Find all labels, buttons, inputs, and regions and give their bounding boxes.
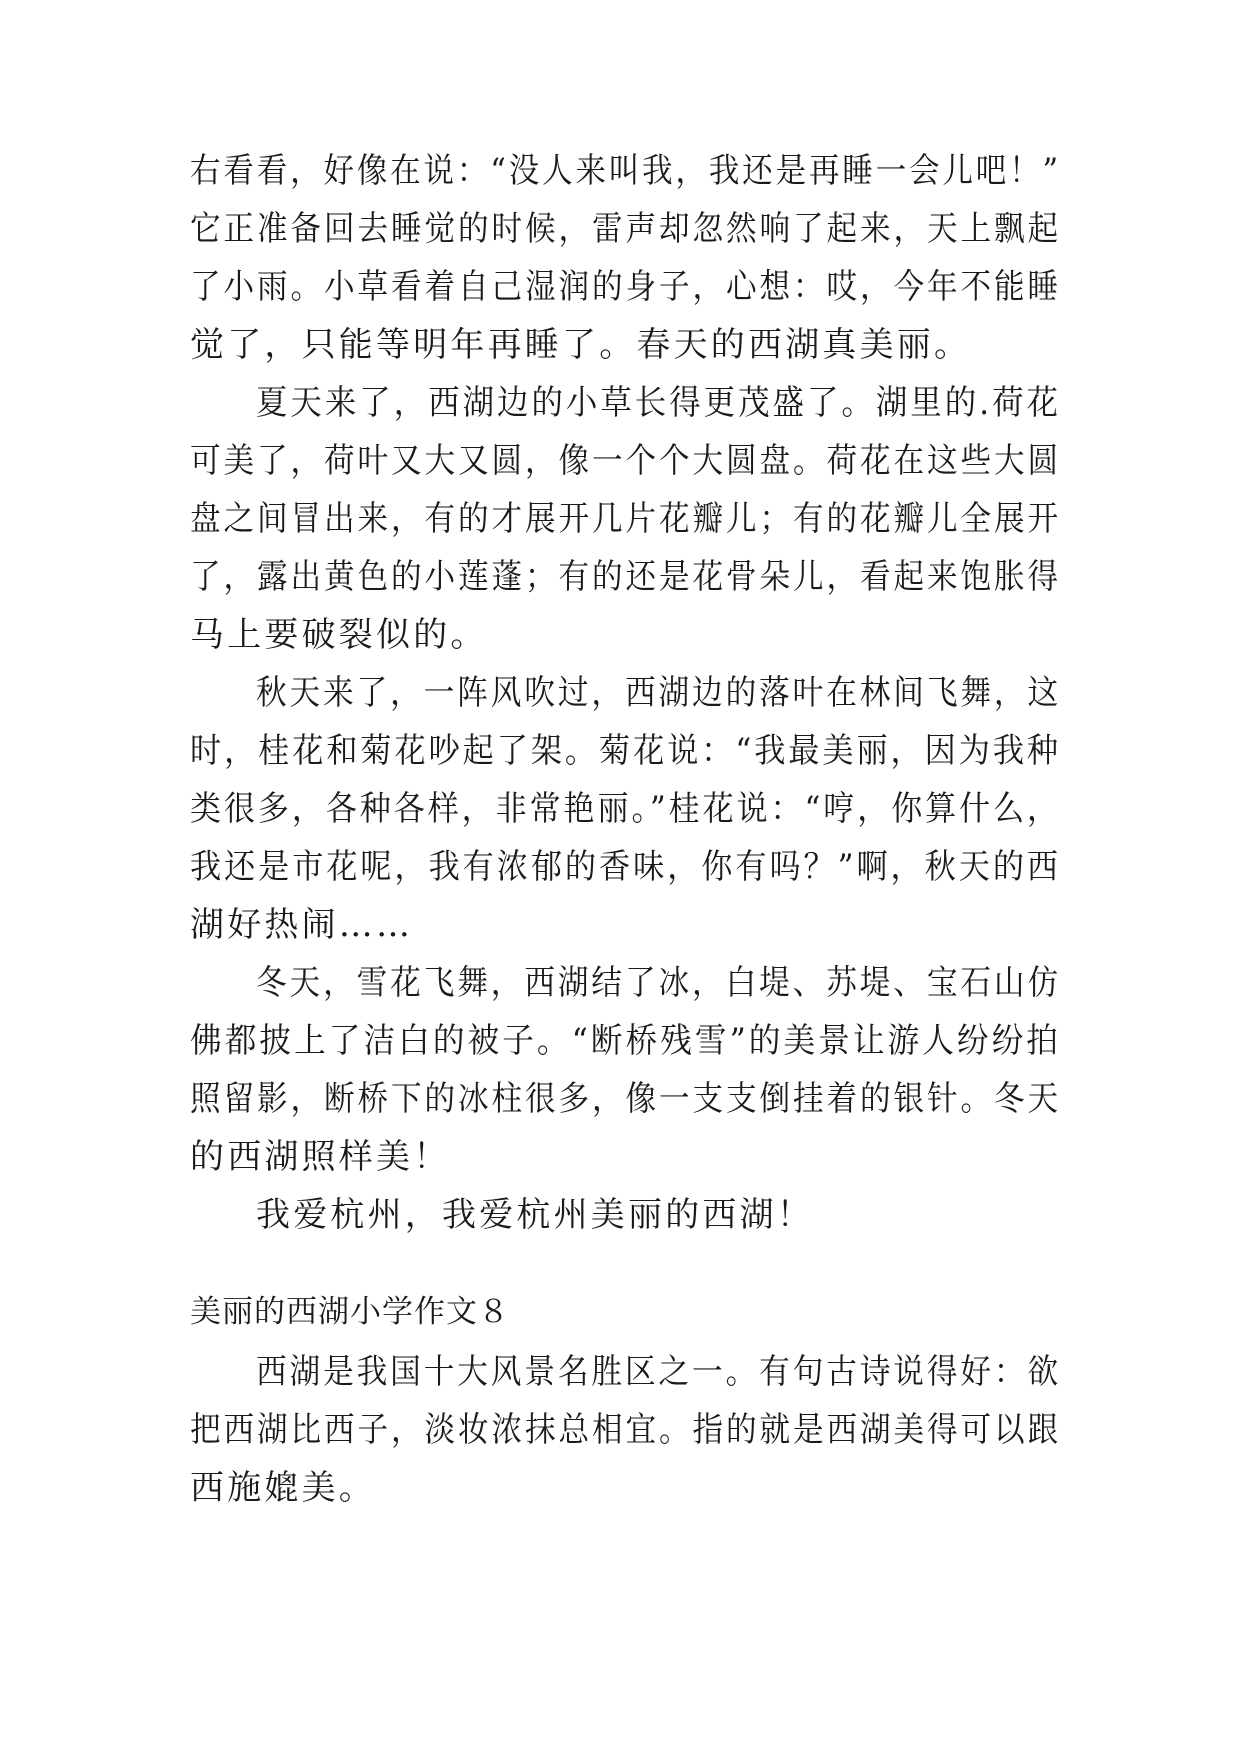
paragraph-first-line: 冬天，雪花飞舞，西湖结了冰，白堤、苏堤、宝石山仿: [256, 963, 1061, 1003]
text-line: 时，桂花和菊花吵起了架。菊花说：“我最美丽，因为我种: [190, 731, 1061, 771]
text-line: 佛都披上了洁白的被子。“断桥残雪”的美景让游人纷纷拍: [190, 1021, 1061, 1061]
text-line: 了，露出黄色的小莲蓬；有的还是花骨朵儿，看起来饱胀得: [190, 557, 1061, 597]
text-line: 照留影，断桥下的冰柱很多，像一支支倒挂着的银针。冬天: [190, 1079, 1061, 1119]
text-line: 湖好热闹……: [190, 905, 414, 945]
text-line: 马上要破裂似的。: [190, 615, 488, 655]
text-line: 它正准备回去睡觉的时候，雷声却忽然响了起来，天上飘起: [190, 209, 1061, 249]
text-line: 右看看，好像在说：“没人来叫我，我还是再睡一会儿吧！”: [190, 151, 1061, 191]
text-line: 我还是市花呢，我有浓郁的香味，你有吗？”啊，秋天的西: [190, 847, 1061, 887]
text-line: 可美了，荷叶又大又圆，像一个个大圆盘。荷花在这些大圆: [190, 441, 1061, 481]
paragraph-first-line: 秋天来了，一阵风吹过，西湖边的落叶在林间飞舞，这: [256, 673, 1061, 713]
text-line: 觉了，只能等明年再睡了。春天的西湖真美丽。: [190, 325, 972, 365]
section-heading: 美丽的西湖小学作文８: [190, 1294, 510, 1330]
paragraph-first-line: 我爱杭州，我爱杭州美丽的西湖！: [256, 1195, 814, 1235]
paragraph-first-line: 西湖是我国十大风景名胜区之一。有句古诗说得好：欲: [256, 1352, 1061, 1392]
text-line: 西施媲美。: [190, 1468, 376, 1508]
text-line: 盘之间冒出来，有的才展开几片花瓣儿；有的花瓣儿全展开: [190, 499, 1061, 539]
paragraph-first-line: 夏天来了，西湖边的小草长得更茂盛了。湖里的.荷花: [256, 383, 1061, 423]
text-line: 类很多，各种各样，非常艳丽。”桂花说：“哼，你算什么，: [190, 789, 1061, 829]
text-line: 了小雨。小草看着自己湿润的身子，心想：哎，今年不能睡: [190, 267, 1061, 307]
text-line: 的西湖照样美！: [190, 1137, 451, 1177]
text-line: 把西湖比西子，淡妆浓抹总相宜。指的就是西湖美得可以跟: [190, 1410, 1061, 1450]
